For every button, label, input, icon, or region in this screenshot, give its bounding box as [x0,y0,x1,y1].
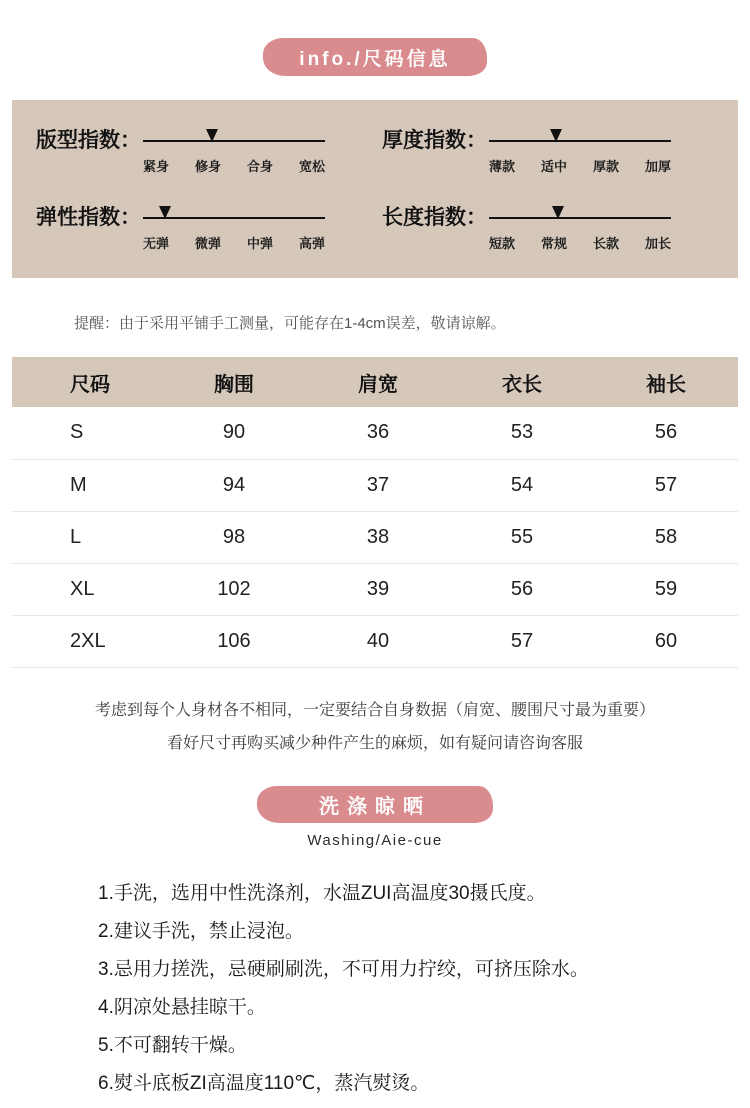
scale-arrow-icon [552,206,564,219]
index-label: 版型指数： [36,129,141,152]
size-table-header-row [12,357,738,407]
washing-badge [257,786,493,823]
advisory-notes [0,694,750,760]
scale-option-label: 高弹 [298,236,325,251]
table-row [12,563,738,615]
table-cell: 59 [594,563,738,615]
index-scale [143,207,325,252]
scale-option-label: 适中 [540,159,567,174]
table-cell: L [12,511,162,563]
index-label: 厚度指数： [382,129,487,152]
info-badge [263,38,487,76]
size-table [12,357,738,668]
scale-track [489,130,671,152]
header-cell-shoulder: 肩宽 [306,357,450,407]
table-cell: S [12,407,162,459]
index-scale [489,130,671,175]
scale-option-label: 宽松 [298,159,325,174]
scale-option-label: 中弹 [246,236,273,251]
measurement-reminder: 提醒：由于采用平铺手工测量，可能存在1-4cm误差，敬请谅解。 [74,315,506,332]
table-cell: 2XL [12,615,162,667]
table-cell: XL [12,563,162,615]
scale-arrow-icon [550,129,562,142]
scale-option-label: 合身 [246,159,273,174]
table-cell: 57 [450,615,594,667]
scale-track [143,130,325,152]
scale-labels [489,156,671,175]
index-scale [143,130,325,175]
scale-option-label: 修身 [194,159,221,174]
index-scale [489,207,671,252]
index-item-length [382,207,714,252]
scale-option-label: 短款 [489,236,516,251]
table-row [12,615,738,667]
table-cell: 36 [306,407,450,459]
scale-option-label: 紧身 [143,159,170,174]
scale-track [489,207,671,229]
scale-option-label: 厚款 [592,159,619,174]
washing-step: 4.阴凉处悬挂晾干。 [98,996,266,1018]
table-cell: 55 [450,511,594,563]
index-item-elasticity [36,207,368,252]
scale-option-label: 微弹 [194,236,221,251]
washing-subtitle: Washing/Aie-cue [307,831,443,849]
washing-step: 5.不可翻转干燥。 [98,1034,247,1056]
scale-labels [489,233,671,252]
table-row [12,459,738,511]
washing-step: 1.手洗，选用中性洗涤剂，水温ZUI高温度30摄氏度。 [98,882,546,904]
scale-line [143,140,325,142]
washing-step: 6.熨斗底板ZI高温度110℃，蒸汽熨烫。 [98,1072,430,1094]
note-line: 看好尺寸再购买减少种件产生的麻烦，如有疑问请咨询客服 [166,734,583,752]
table-cell: 38 [306,511,450,563]
index-label: 长度指数： [382,206,487,229]
washing-step: 2.建议手洗，禁止浸泡。 [98,920,304,942]
header-cell-size: 尺码 [12,357,162,407]
scale-option-label: 无弹 [143,236,170,251]
washing-step: 3.忌用力搓洗，忌硬刷刷洗，不可用力拧绞，可挤压除水。 [98,958,589,980]
table-cell: 40 [306,615,450,667]
index-item-thickness [382,130,714,175]
table-cell: 54 [450,459,594,511]
size-info-page [0,38,750,1108]
table-cell: 94 [162,459,306,511]
scale-option-label: 加长 [644,236,671,251]
header-cell-sleeve: 袖长 [594,357,738,407]
table-cell: 37 [306,459,450,511]
header-cell-bust: 胸围 [162,357,306,407]
table-cell: 102 [162,563,306,615]
scale-labels [143,233,325,252]
scale-arrow-icon [206,129,218,142]
washing-instructions [98,875,750,1103]
scale-labels [143,156,325,175]
table-cell: 90 [162,407,306,459]
scale-option-label: 加厚 [644,159,671,174]
table-cell: M [12,459,162,511]
scale-line [489,140,671,142]
scale-line [489,217,671,219]
info-badge-label: info./尺码信息 [299,48,451,70]
table-cell: 106 [162,615,306,667]
table-cell: 58 [594,511,738,563]
note-line: 考虑到每个人身材各不相同，一定要结合自身数据（肩宽、腰围尺寸最为重要） [94,701,655,719]
table-row [12,407,738,459]
scale-arrow-icon [159,206,171,219]
table-cell: 57 [594,459,738,511]
indices-panel [12,100,738,278]
table-row [12,511,738,563]
table-cell: 56 [594,407,738,459]
table-cell: 56 [450,563,594,615]
scale-option-label: 常规 [540,236,567,251]
table-cell: 39 [306,563,450,615]
scale-track [143,207,325,229]
table-cell: 53 [450,407,594,459]
index-item-fit [36,130,368,175]
washing-badge-label: 洗涤晾晒 [319,795,431,818]
header-cell-length: 衣长 [450,357,594,407]
table-cell: 98 [162,511,306,563]
scale-option-label: 薄款 [489,159,516,174]
index-label: 弹性指数： [36,206,141,229]
table-cell: 60 [594,615,738,667]
scale-option-label: 长款 [592,236,619,251]
